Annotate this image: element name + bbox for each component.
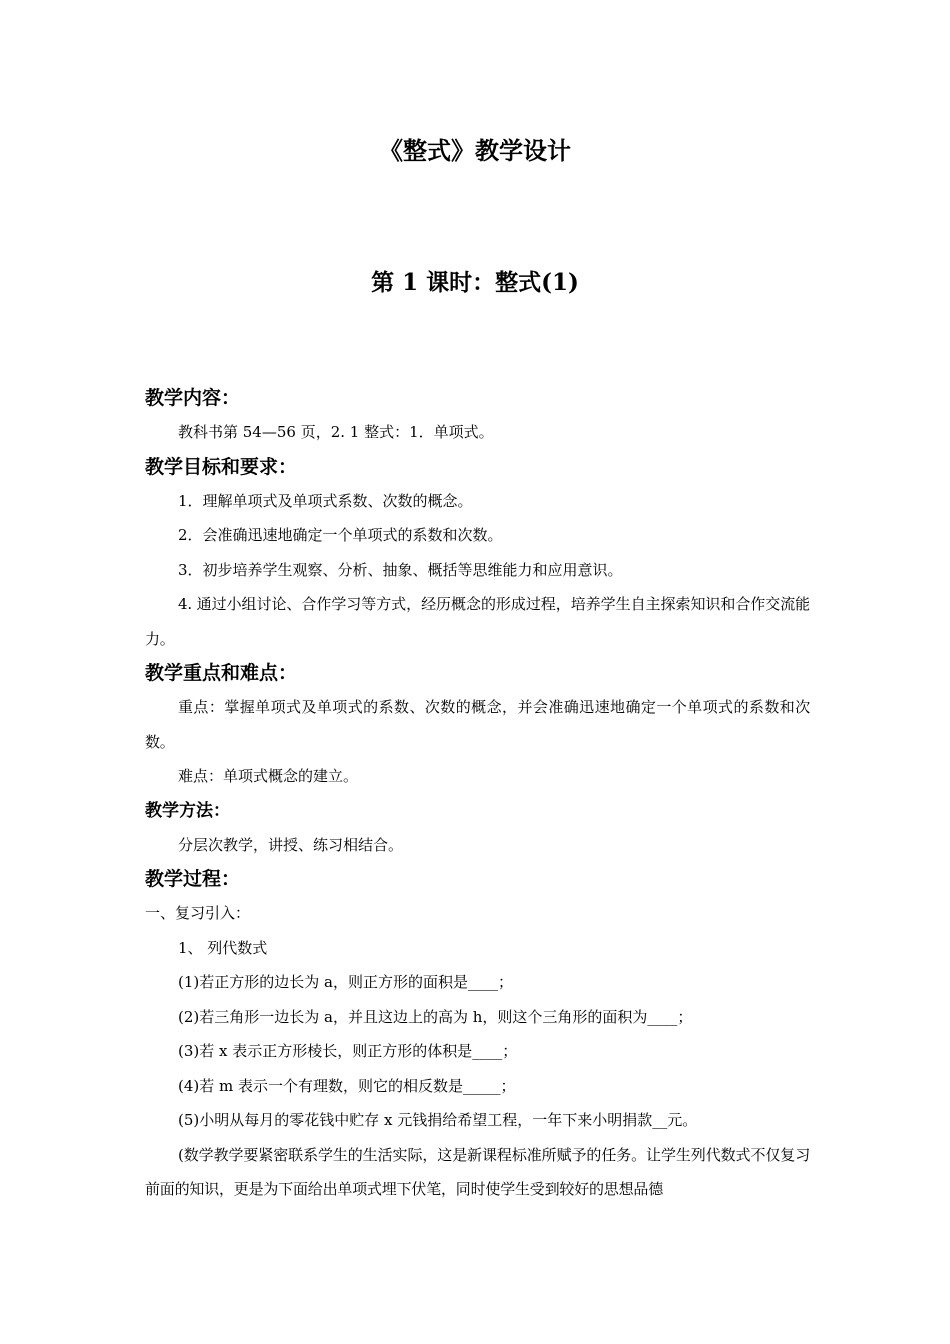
focus-text: 重点：掌握单项式及单项式的系数、次数的概念，并会准确迅速地确定一个单项式的系数和次数。 xyxy=(145,698,810,751)
goal-item: 2．会准确迅速地确定一个单项式的系数和次数。 xyxy=(178,526,503,544)
question-item: (3)若 x 表示正方形棱长，则正方形的体积是____； xyxy=(178,1042,518,1060)
document-body xyxy=(145,381,810,1207)
method-text: 分层次教学，讲授、练习相结合。 xyxy=(178,835,404,854)
lesson-title: 第 1 课时：整式(1) xyxy=(371,269,579,296)
process-note: (数学教学要紧密联系学生的生活实际，这是新课程标准所赋予的任务。让学生列代数式不仅复习前面的知识，更是为下面给出单项式埋下伏笔，同时使学生受到较好的思想品德 xyxy=(145,1145,810,1198)
goal-item: 3．初步培养学生观察、分析、抽象、概括等思维能力和应用意识。 xyxy=(178,560,623,579)
difficulty-text: 难点：单项式概念的建立。 xyxy=(178,767,359,785)
goal-item: 4. 通过小组讨论、合作学习等方式，经历概念的形成过程，培养学生自主探索知识和合作交流能力。 xyxy=(145,595,810,648)
heading-method: 教学方法： xyxy=(145,800,230,821)
teaching-content-text: 教科书第 54—56 页，2. 1 整式：1．单项式。 xyxy=(178,423,494,441)
heading-teaching-content: 教学内容： xyxy=(145,387,241,409)
question-item: (1)若正方形的边长为 a，则正方形的面积是____； xyxy=(178,973,513,991)
goal-item: 1．理解单项式及单项式系数、次数的概念。 xyxy=(178,491,473,510)
process-part-1: 一、复习引入： xyxy=(145,904,251,922)
question-item: (5)小明从每月的零花钱中贮存 x 元钱捐给希望工程，一年下来小明捐款__元。 xyxy=(178,1111,698,1129)
heading-key-points: 教学重点和难点： xyxy=(145,662,298,684)
heading-goals: 教学目标和要求： xyxy=(145,455,298,478)
question-item: (4)若 m 表示一个有理数，则它的相反数是_____； xyxy=(178,1076,516,1095)
document-title: 《整式》教学设计 xyxy=(379,137,571,165)
question-item: (2)若三角形一边长为 a，并且这边上的高为 h，则这个三角形的面积为____； xyxy=(178,1007,693,1026)
process-step-1: 1、 列代数式 xyxy=(178,938,268,957)
heading-process: 教学过程： xyxy=(145,868,241,890)
